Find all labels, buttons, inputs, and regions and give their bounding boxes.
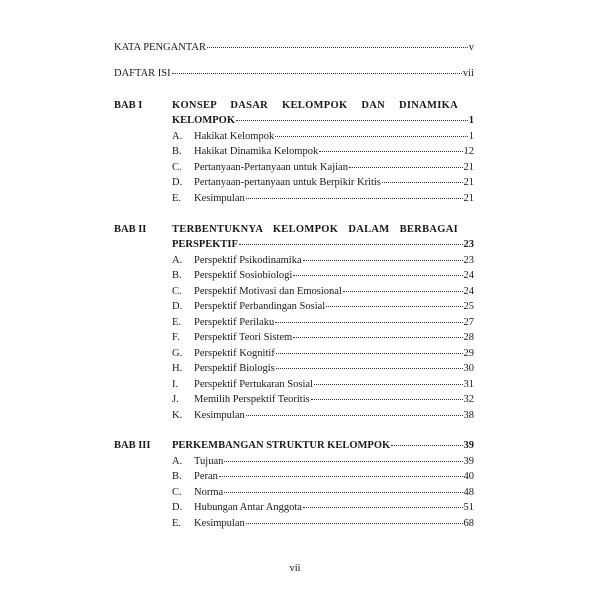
toc-entry <box>194 470 474 483</box>
toc-entry-title: Perspektif Psikodinamika <box>194 255 302 266</box>
toc-entry-title: Norma <box>194 487 224 498</box>
toc-entry <box>194 285 474 298</box>
toc-entry-title: Pertanyaan-Pertanyaan untuk Kajian <box>194 162 348 173</box>
toc-entry <box>194 362 474 375</box>
toc-entry-page: 68 <box>463 518 474 529</box>
toc-entry <box>194 486 474 499</box>
toc-entry-page: 27 <box>463 317 474 328</box>
toc-entry-page: 21 <box>463 162 474 173</box>
toc-entry-title: Perspektif Kognitif <box>194 348 275 359</box>
chapter-page: 23 <box>463 239 474 250</box>
toc-entry-page: 12 <box>463 146 474 157</box>
item-letter: A. <box>172 131 183 142</box>
dot-leader <box>224 492 462 493</box>
item-letter: G. <box>172 348 183 359</box>
toc-entry-title: Perspektif Biologis <box>194 363 275 374</box>
toc-entry-page: 40 <box>463 471 474 482</box>
dot-leader <box>326 306 462 307</box>
dot-leader <box>246 523 463 524</box>
item-letter: D. <box>172 301 183 312</box>
item-letter: H. <box>172 363 183 374</box>
dot-leader <box>219 476 463 477</box>
toc-entry-title: Perspektif Perilaku <box>194 317 275 328</box>
toc-entry-page: 51 <box>463 502 474 513</box>
toc-entry-title: DAFTAR ISI <box>114 68 171 79</box>
item-letter: A. <box>172 255 183 266</box>
toc-entry <box>194 409 474 422</box>
chapter-label: BAB II <box>114 224 147 235</box>
chapter-title-line <box>172 238 474 251</box>
item-letter: B. <box>172 270 182 281</box>
dot-leader <box>275 322 462 323</box>
toc-entry-title: Tujuan <box>194 456 224 467</box>
toc-entry-title: Perspektif Sosiobiologi <box>194 270 293 281</box>
dot-leader <box>239 244 463 245</box>
item-letter: E. <box>172 317 182 328</box>
toc-entry-title: Kesimpulan <box>194 193 245 204</box>
toc-entry-title: Hakikat Dinamika Kelompok <box>194 146 319 157</box>
item-letter: A. <box>172 456 183 467</box>
toc-entry <box>194 517 474 530</box>
toc-entry-page: 32 <box>463 394 474 405</box>
dot-leader <box>276 353 463 354</box>
dot-leader <box>276 368 463 369</box>
toc-entry-title: Hakikat Kelompok <box>194 131 275 142</box>
dot-leader <box>314 384 463 385</box>
toc-entry-title: Peran <box>194 471 218 482</box>
item-letter: J. <box>172 394 179 405</box>
toc-entry-daftar-isi <box>114 67 474 80</box>
toc-entry-page: 29 <box>463 348 474 359</box>
toc-entry <box>194 455 474 468</box>
toc-entry-page: 31 <box>463 379 474 390</box>
toc-entry <box>194 300 474 313</box>
dot-leader <box>224 461 462 462</box>
item-letter: C. <box>172 487 182 498</box>
dot-leader <box>382 182 463 183</box>
item-letter: I. <box>172 379 179 390</box>
dot-leader <box>303 507 463 508</box>
item-letter: E. <box>172 518 182 529</box>
item-letter: D. <box>172 177 183 188</box>
toc-entry-page: vii <box>462 68 474 79</box>
item-letter: C. <box>172 286 182 297</box>
toc-entry-page: 48 <box>463 487 474 498</box>
dot-leader <box>236 120 468 121</box>
toc-entry-page: 28 <box>463 332 474 343</box>
chapter-title-line <box>172 439 474 452</box>
toc-entry-title: Hubungan Antar Anggota <box>194 502 302 513</box>
chapter-page: 39 <box>463 440 474 451</box>
item-letter: F. <box>172 332 180 343</box>
item-letter: B. <box>172 146 182 157</box>
dot-leader <box>319 151 462 152</box>
chapter-label: BAB I <box>114 100 143 111</box>
toc-entry <box>194 501 474 514</box>
item-letter: K. <box>172 410 183 421</box>
chapter-title: PERKEMBANGAN STRUKTUR KELOMPOK <box>172 440 391 451</box>
toc-entry-title: Perspektif Pertukaran Sosial <box>194 379 313 390</box>
chapter-title-end: KELOMPOK <box>172 115 235 126</box>
toc-entry-page: 24 <box>463 286 474 297</box>
toc-entry-kata-pengantar <box>114 41 474 54</box>
item-letter: C. <box>172 162 182 173</box>
toc-entry-title: Kesimpulan <box>194 410 245 421</box>
toc-entry-page: 23 <box>463 255 474 266</box>
toc-entry-title: Perspektif Perbandingan Sosial <box>194 301 326 312</box>
toc-entry <box>194 176 474 189</box>
dot-leader <box>246 415 463 416</box>
toc-entry-title: Pertanyaan-pertanyaan untuk Berpikir Kritis <box>194 177 381 188</box>
chapter-title: TERBENTUKNYA KELOMPOK DALAM BERBAGAI <box>172 224 458 235</box>
dot-leader <box>349 167 463 168</box>
toc-entry-page: 1 <box>468 131 474 142</box>
toc-entry-page: 39 <box>463 456 474 467</box>
toc-entry-page: v <box>468 42 474 53</box>
chapter-title: KONSEP DASAR KELOMPOK DAN DINAMIKA <box>172 100 458 111</box>
toc-entry <box>194 347 474 360</box>
dot-leader <box>293 337 462 338</box>
toc-entry <box>194 269 474 282</box>
toc-entry-title: Perspektif Motivasi dan Emosional <box>194 286 342 297</box>
toc-entry-page: 21 <box>463 193 474 204</box>
toc-entry-title: Kesimpulan <box>194 518 245 529</box>
toc-entry <box>194 192 474 205</box>
toc-entry-page: 25 <box>463 301 474 312</box>
toc-entry-title: Memilih Perspektif Teoritis <box>194 394 310 405</box>
page-number: vii <box>289 563 301 574</box>
chapter-title-end: PERSPEKTIF <box>172 239 238 250</box>
dot-leader <box>275 136 468 137</box>
chapter-title-line <box>172 114 474 127</box>
chapter-page: 1 <box>468 115 474 126</box>
toc-entry-page: 24 <box>463 270 474 281</box>
item-letter: D. <box>172 502 183 513</box>
dot-leader <box>303 260 463 261</box>
toc-entry <box>194 316 474 329</box>
toc-entry <box>194 378 474 391</box>
dot-leader <box>207 47 468 48</box>
dot-leader <box>343 291 463 292</box>
toc-entry <box>194 145 474 158</box>
dot-leader <box>172 73 462 74</box>
toc-entry-page: 30 <box>463 363 474 374</box>
item-letter: B. <box>172 471 182 482</box>
toc-entry-title: Perspektif Teori Sistem <box>194 332 293 343</box>
toc-entry <box>194 393 474 406</box>
toc-entry <box>194 254 474 267</box>
dot-leader <box>246 198 463 199</box>
dot-leader <box>311 399 463 400</box>
dot-leader <box>293 275 462 276</box>
toc-entry <box>194 130 474 143</box>
item-letter: E. <box>172 193 182 204</box>
toc-entry <box>194 331 474 344</box>
toc-entry-title: KATA PENGANTAR <box>114 42 206 53</box>
dot-leader <box>391 445 462 446</box>
toc-entry-page: 21 <box>463 177 474 188</box>
toc-entry-page: 38 <box>463 410 474 421</box>
toc-entry <box>194 161 474 174</box>
chapter-label: BAB III <box>114 440 151 451</box>
